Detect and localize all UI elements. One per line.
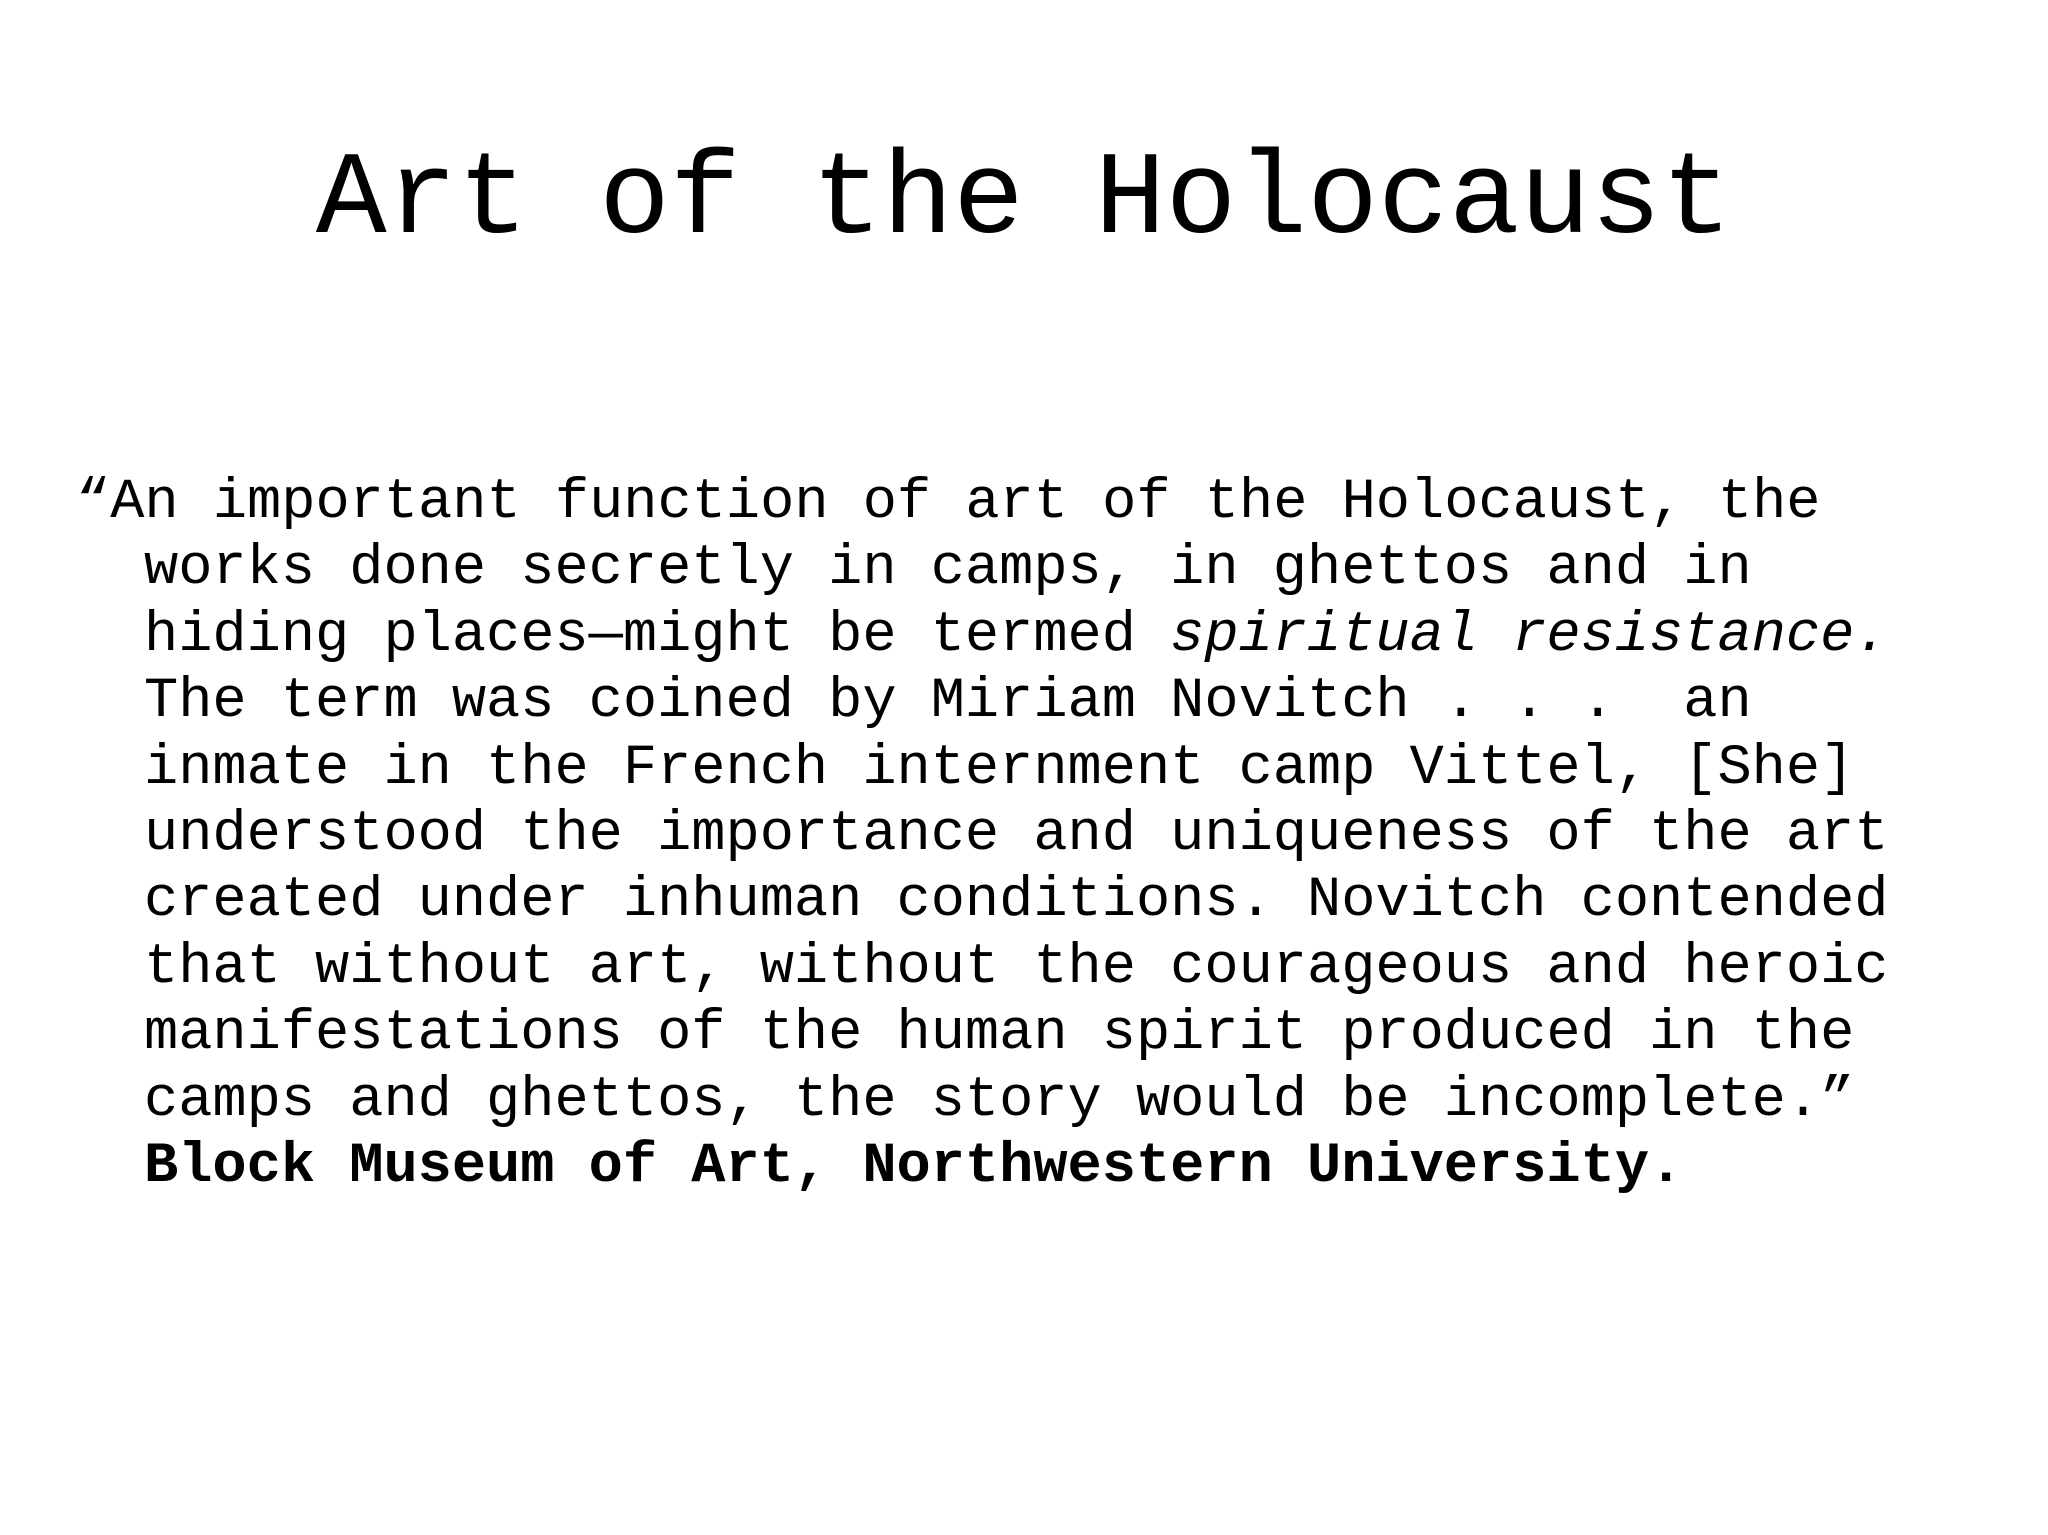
quote-line-9: manifestations of the human spirit produced in the [144, 1002, 1855, 1067]
quote-line-6: understood the importance and uniqueness of the art [144, 802, 1889, 867]
quote-line-2: works done secretly in camps, in ghettos and in [144, 537, 1752, 602]
quote-attribution: Block Museum of Art, Northwestern University. [144, 1134, 1684, 1199]
spiritual-resistance-term: spiritual resistance. [1170, 603, 1889, 668]
quote-line-3 [144, 603, 1994, 669]
quote-line-8: that without art, without the courageous and heroic [144, 935, 1889, 1000]
quote-line-1: “An important function of art of the Holocaust, the [76, 471, 1821, 535]
quote-line-4: The term was coined by Miriam Novitch . . . an [144, 670, 1752, 735]
quote-line-5: inmate in the French internment camp Vittel, [She] [144, 736, 1855, 801]
slide-title: Art of the Holocaust [315, 135, 1733, 268]
quote-line-10: camps and ghettos, the story would be incomplete.” [144, 1068, 1855, 1133]
quote-block [76, 470, 1994, 1200]
quote-line-7: created under inhuman conditions. Novitch contended [144, 869, 1889, 934]
quote-line-3-text: hiding places—might be termed [144, 603, 1171, 668]
